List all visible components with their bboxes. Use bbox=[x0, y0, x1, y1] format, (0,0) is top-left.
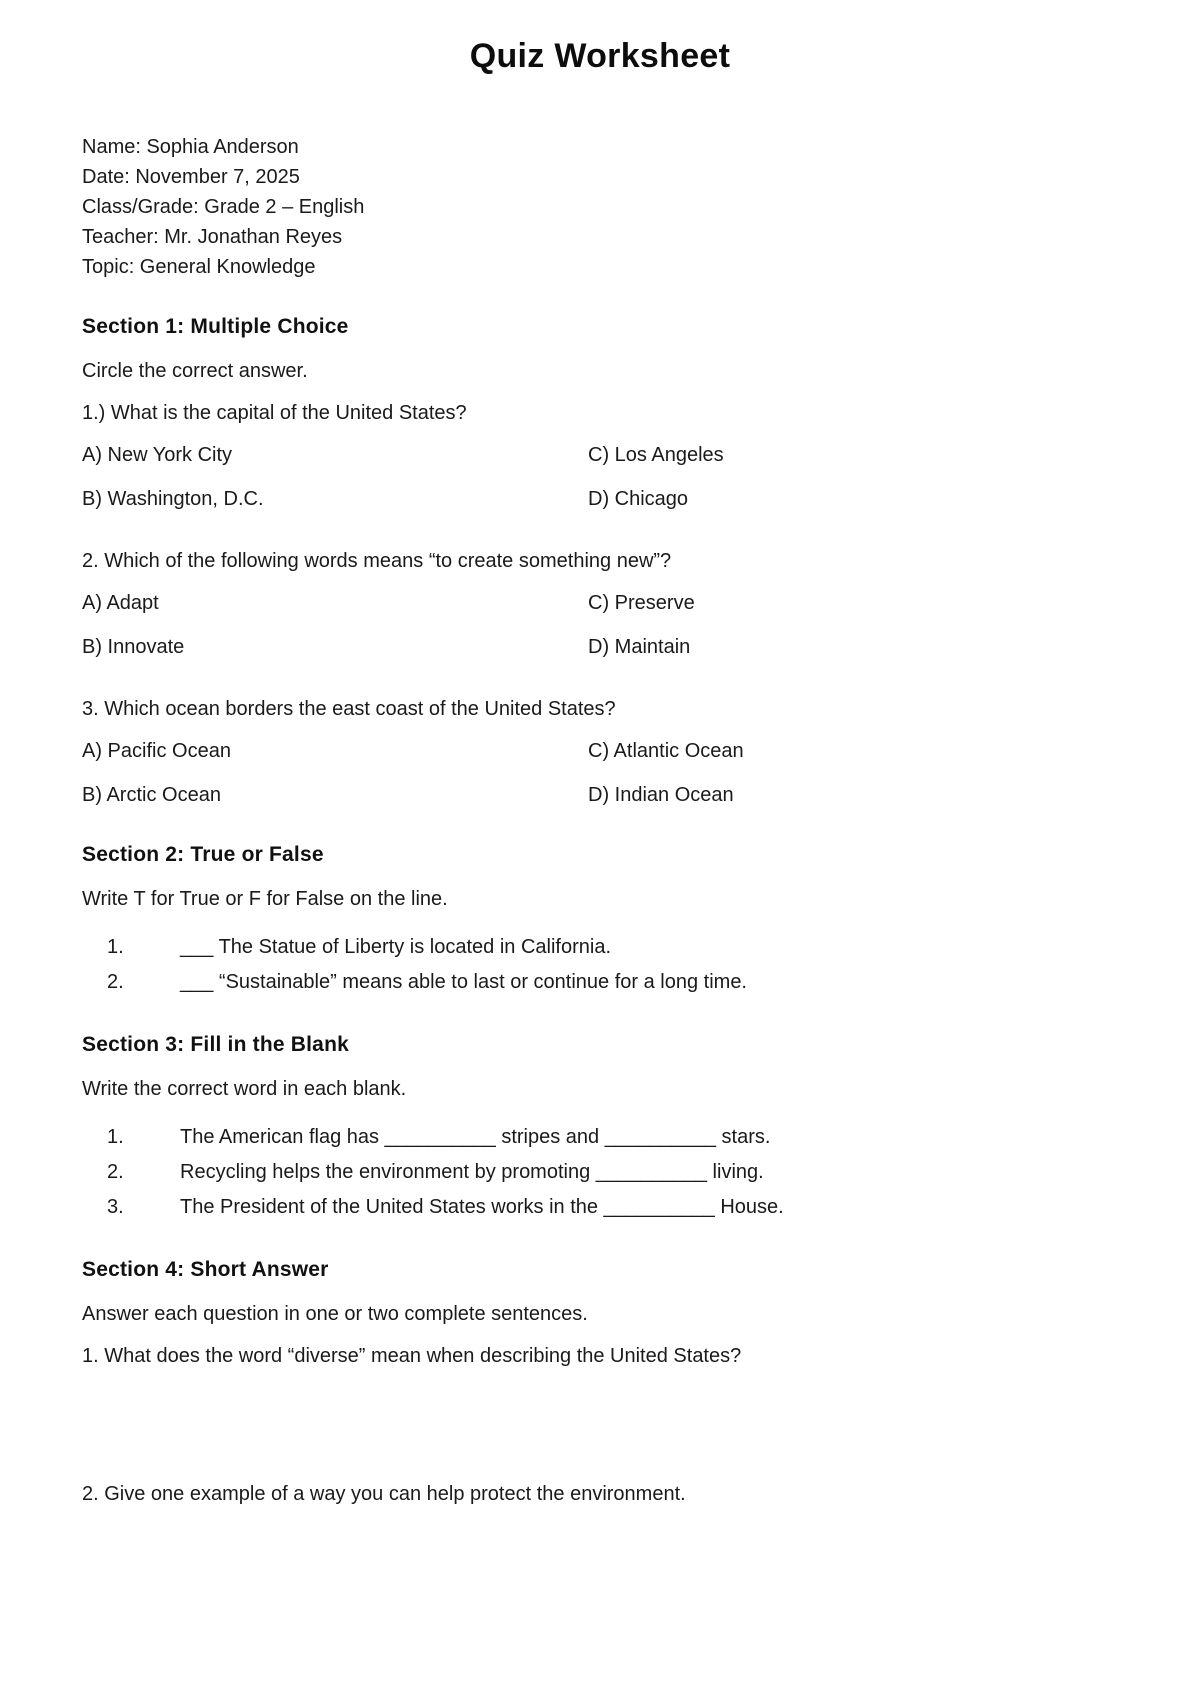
options-grid bbox=[82, 440, 1118, 514]
question-text: 1.) What is the capital of the United States? bbox=[82, 402, 467, 424]
options-grid bbox=[82, 736, 1118, 810]
options-grid bbox=[82, 588, 1118, 662]
option-c: C) Los Angeles bbox=[588, 444, 724, 466]
info-teacher: Teacher: Mr. Jonathan Reyes bbox=[82, 226, 343, 248]
option-d: D) Chicago bbox=[588, 488, 689, 510]
fill-blank-list bbox=[82, 1120, 1118, 1225]
item-text: The American flag has __________ stripes and __________ stars. bbox=[180, 1126, 771, 1148]
option-c: C) Preserve bbox=[588, 592, 695, 614]
mc-question-2 bbox=[82, 546, 1118, 662]
section3-instruction: Write the correct word in each blank. bbox=[82, 1078, 407, 1100]
option-c: C) Atlantic Ocean bbox=[588, 740, 744, 762]
option-a: A) Pacific Ocean bbox=[82, 740, 231, 762]
list-item bbox=[82, 965, 1118, 1000]
option-b: B) Arctic Ocean bbox=[82, 784, 221, 806]
section-multiple-choice bbox=[82, 312, 1118, 810]
question-text: 3. Which ocean borders the east coast of the United States? bbox=[82, 698, 616, 720]
section4-heading: Section 4: Short Answer bbox=[82, 1258, 329, 1281]
item-text: The President of the United States works in the __________ House. bbox=[180, 1196, 784, 1218]
section1-instruction: Circle the correct answer. bbox=[82, 360, 308, 382]
info-name: Name: Sophia Anderson bbox=[82, 136, 299, 158]
short-answer-question-1: 1. What does the word “diverse” mean when describing the United States? bbox=[82, 1345, 742, 1367]
short-answer-question-2: 2. Give one example of a way you can help protect the environment. bbox=[82, 1483, 686, 1505]
section-fill-in-the-blank bbox=[82, 1030, 1118, 1225]
item-text: ___ “Sustainable” means able to last or continue for a long time. bbox=[180, 971, 747, 993]
item-text: ___ The Statue of Liberty is located in California. bbox=[180, 936, 611, 958]
section2-heading: Section 2: True or False bbox=[82, 843, 324, 866]
mc-question-3 bbox=[82, 694, 1118, 810]
item-text: Recycling helps the environment by promoting __________ living. bbox=[180, 1161, 764, 1183]
list-item bbox=[82, 1155, 1118, 1190]
info-class-grade: Class/Grade: Grade 2 – English bbox=[82, 196, 365, 218]
section1-heading: Section 1: Multiple Choice bbox=[82, 315, 349, 338]
option-d: D) Maintain bbox=[588, 636, 691, 658]
list-item bbox=[82, 930, 1118, 965]
item-number: 3. bbox=[107, 1196, 124, 1218]
section2-instruction: Write T for True or F for False on the line. bbox=[82, 888, 448, 910]
list-item bbox=[82, 1190, 1118, 1225]
option-d: D) Indian Ocean bbox=[588, 784, 734, 806]
info-topic: Topic: General Knowledge bbox=[82, 256, 316, 278]
option-b: B) Washington, D.C. bbox=[82, 488, 264, 510]
item-number: 1. bbox=[107, 1126, 124, 1148]
true-false-list bbox=[82, 930, 1118, 1000]
info-date: Date: November 7, 2025 bbox=[82, 166, 300, 188]
list-item bbox=[82, 1120, 1118, 1155]
student-info bbox=[82, 132, 1118, 282]
option-a: A) Adapt bbox=[82, 592, 159, 614]
section3-heading: Section 3: Fill in the Blank bbox=[82, 1033, 349, 1056]
item-number: 2. bbox=[107, 1161, 124, 1183]
item-number: 2. bbox=[107, 971, 124, 993]
section-true-or-false bbox=[82, 840, 1118, 1000]
mc-question-1 bbox=[82, 398, 1118, 514]
item-number: 1. bbox=[107, 936, 124, 958]
question-text: 2. Which of the following words means “to create something new”? bbox=[82, 550, 672, 572]
section-short-answer bbox=[82, 1255, 1118, 1509]
option-b: B) Innovate bbox=[82, 636, 185, 658]
page-title: Quiz Worksheet bbox=[469, 37, 731, 75]
section4-instruction: Answer each question in one or two complete sentences. bbox=[82, 1303, 588, 1325]
option-a: A) New York City bbox=[82, 444, 233, 466]
